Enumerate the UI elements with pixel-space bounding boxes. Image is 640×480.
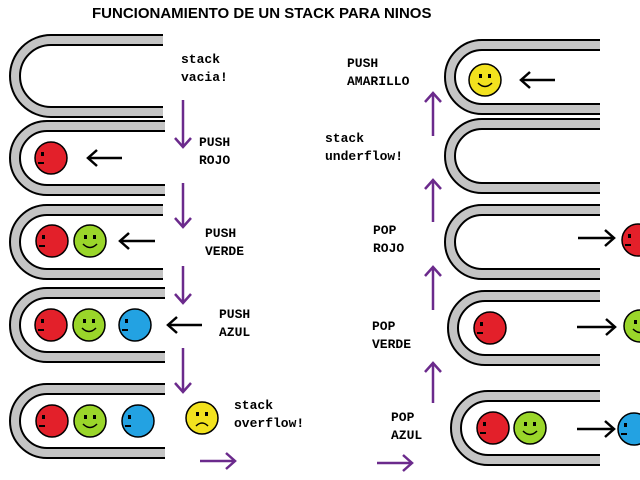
label-underflow bbox=[325, 131, 403, 164]
ball-overflow-green bbox=[74, 405, 106, 437]
ball-pop-blue-green bbox=[514, 412, 546, 444]
ball-push-green-red-eye bbox=[42, 235, 45, 239]
ball-push-blue-red bbox=[35, 309, 67, 341]
flow-arrow-right-bottom-left bbox=[200, 453, 235, 469]
label-push-green-line1: PUSH bbox=[205, 226, 237, 241]
arrow-push-green bbox=[120, 233, 155, 249]
label-overflow-line1: stack bbox=[234, 398, 274, 413]
label-push-green-line2: VERDE bbox=[205, 244, 245, 259]
flow-arrow-up-1 bbox=[425, 363, 441, 403]
arrow-push-red bbox=[88, 150, 122, 166]
diagram-shapes bbox=[15, 40, 640, 471]
ball-push-red-red-eye bbox=[41, 152, 44, 156]
ball-push-blue-red-body bbox=[35, 309, 67, 341]
ball-pop-blue-red-eye bbox=[483, 422, 486, 426]
ball-push-yellow-yellow-body bbox=[469, 64, 501, 96]
ball-pop-blue-out-blue bbox=[618, 413, 640, 445]
tube-pop-red-wall bbox=[450, 210, 600, 274]
ball-push-blue-blue bbox=[119, 309, 151, 341]
label-push-yellow-line2: AMARILLO bbox=[347, 74, 410, 89]
label-overflow-line2: overflow! bbox=[234, 416, 305, 431]
diagram-title: FUNCIONAMIENTO DE UN STACK PARA NINOS bbox=[92, 5, 432, 22]
arrow-push-yellow bbox=[521, 72, 555, 88]
ball-overflow-green-eye-left bbox=[84, 415, 87, 419]
ball-pop-green-out-green bbox=[624, 310, 640, 342]
ball-pop-blue-red-body bbox=[477, 412, 509, 444]
label-push-red-line2: ROJO bbox=[199, 153, 231, 168]
ball-pop-red-out-red bbox=[622, 224, 640, 256]
ball-pop-blue-green-eye-left bbox=[524, 422, 527, 426]
ball-overflow-red-body bbox=[36, 405, 68, 437]
label-push-blue-line2: AZUL bbox=[219, 325, 251, 340]
ball-pop-red-out-red-eye bbox=[628, 234, 631, 238]
ball-push-green-red-body bbox=[36, 225, 68, 257]
label-empty-line2: vacia! bbox=[181, 70, 228, 85]
ball-pop-blue-out-blue-eye bbox=[624, 423, 627, 427]
ball-overflow-green-body bbox=[74, 405, 106, 437]
ball-overflow-red-eye bbox=[42, 415, 45, 419]
ball-push-blue-red-eye bbox=[41, 319, 44, 323]
ball-push-blue-blue-body bbox=[119, 309, 151, 341]
ball-push-blue-green bbox=[73, 309, 105, 341]
label-overflow bbox=[234, 398, 304, 431]
tube-underflow bbox=[450, 124, 600, 188]
label-push-red bbox=[199, 135, 238, 168]
ball-overflow-blue-eye bbox=[128, 415, 131, 419]
label-push-green bbox=[205, 226, 244, 259]
label-pop-red-line1: POP bbox=[373, 223, 397, 238]
tube-underflow-wall bbox=[450, 124, 600, 188]
flow-arrow-down-2 bbox=[175, 183, 191, 227]
ball-push-red-red bbox=[35, 142, 67, 174]
ball-pop-blue-out-blue-body bbox=[618, 413, 640, 445]
ball-push-green-green bbox=[74, 225, 106, 257]
flow-arrow-down-1 bbox=[175, 100, 191, 147]
label-pop-green-line1: POP bbox=[372, 319, 396, 334]
label-push-yellow bbox=[347, 56, 410, 89]
ball-push-blue-blue-eye bbox=[125, 319, 128, 323]
ball-overflow-green-eye-right bbox=[93, 415, 96, 419]
label-pop-blue-line1: POP bbox=[391, 410, 415, 425]
ball-overflow-sad-yellow bbox=[186, 402, 218, 434]
ball-push-yellow-yellow-eye-right bbox=[488, 74, 491, 78]
ball-push-blue-green-body bbox=[73, 309, 105, 341]
tube-pop-red-edge bbox=[450, 210, 600, 274]
ball-pop-red-out-red-body bbox=[622, 224, 640, 256]
ball-pop-green-out-green-eye-left bbox=[634, 320, 637, 324]
ball-pop-green-red bbox=[474, 312, 506, 344]
ball-pop-blue-red bbox=[477, 412, 509, 444]
ball-push-blue-green-eye-left bbox=[83, 319, 86, 323]
ball-pop-green-red-body bbox=[474, 312, 506, 344]
ball-overflow-blue-body bbox=[122, 405, 154, 437]
ball-push-red-red-body bbox=[35, 142, 67, 174]
flow-arrow-down-3 bbox=[175, 266, 191, 303]
label-pop-blue bbox=[391, 410, 422, 443]
tube-empty-wall bbox=[15, 40, 163, 112]
label-pop-blue-line2: AZUL bbox=[391, 428, 423, 443]
label-pop-green bbox=[372, 319, 411, 352]
flow-arrow-up-3 bbox=[425, 180, 441, 222]
tube-empty bbox=[15, 40, 163, 112]
tube-underflow-edge bbox=[450, 124, 600, 188]
ball-push-yellow-yellow-eye-left bbox=[479, 74, 482, 78]
label-push-blue-line1: PUSH bbox=[219, 307, 251, 322]
label-underflow-line1: stack bbox=[325, 131, 365, 146]
ball-overflow-sad-yellow-eye-right bbox=[205, 412, 208, 416]
ball-push-green-green-body bbox=[74, 225, 106, 257]
label-underflow-line2: underflow! bbox=[325, 149, 404, 164]
arrow-pop-red bbox=[578, 230, 614, 246]
arrow-push-blue bbox=[168, 317, 202, 333]
label-push-yellow-line1: PUSH bbox=[347, 56, 379, 71]
label-pop-red-line2: ROJO bbox=[373, 241, 405, 256]
arrow-pop-green bbox=[577, 319, 615, 335]
ball-pop-green-out-green-body bbox=[624, 310, 640, 342]
flow-arrow-up-2 bbox=[425, 267, 441, 310]
arrow-pop-blue bbox=[577, 421, 614, 437]
ball-push-green-red bbox=[36, 225, 68, 257]
tube-pop-red bbox=[450, 210, 600, 274]
ball-pop-blue-green-eye-right bbox=[533, 422, 536, 426]
flow-arrow-right-bottom-right bbox=[377, 455, 412, 471]
label-push-blue bbox=[219, 307, 258, 340]
ball-push-yellow-yellow bbox=[469, 64, 501, 96]
ball-push-green-green-eye-right bbox=[93, 235, 96, 239]
flow-arrow-down-4 bbox=[175, 348, 191, 392]
label-push-red-line1: PUSH bbox=[199, 135, 231, 150]
label-pop-red bbox=[373, 223, 404, 256]
ball-overflow-blue bbox=[122, 405, 154, 437]
ball-overflow-sad-yellow-eye-left bbox=[196, 412, 199, 416]
ball-pop-blue-green-body bbox=[514, 412, 546, 444]
tube-empty-edge bbox=[15, 40, 163, 112]
flow-arrow-up-4 bbox=[425, 93, 441, 136]
ball-push-green-green-eye-left bbox=[84, 235, 87, 239]
label-empty bbox=[181, 52, 228, 85]
label-pop-green-line2: VERDE bbox=[372, 337, 412, 352]
ball-push-blue-green-eye-right bbox=[92, 319, 95, 323]
label-empty-line1: stack bbox=[181, 52, 221, 67]
ball-pop-green-red-eye bbox=[480, 322, 483, 326]
ball-overflow-red bbox=[36, 405, 68, 437]
ball-overflow-sad-yellow-body bbox=[186, 402, 218, 434]
